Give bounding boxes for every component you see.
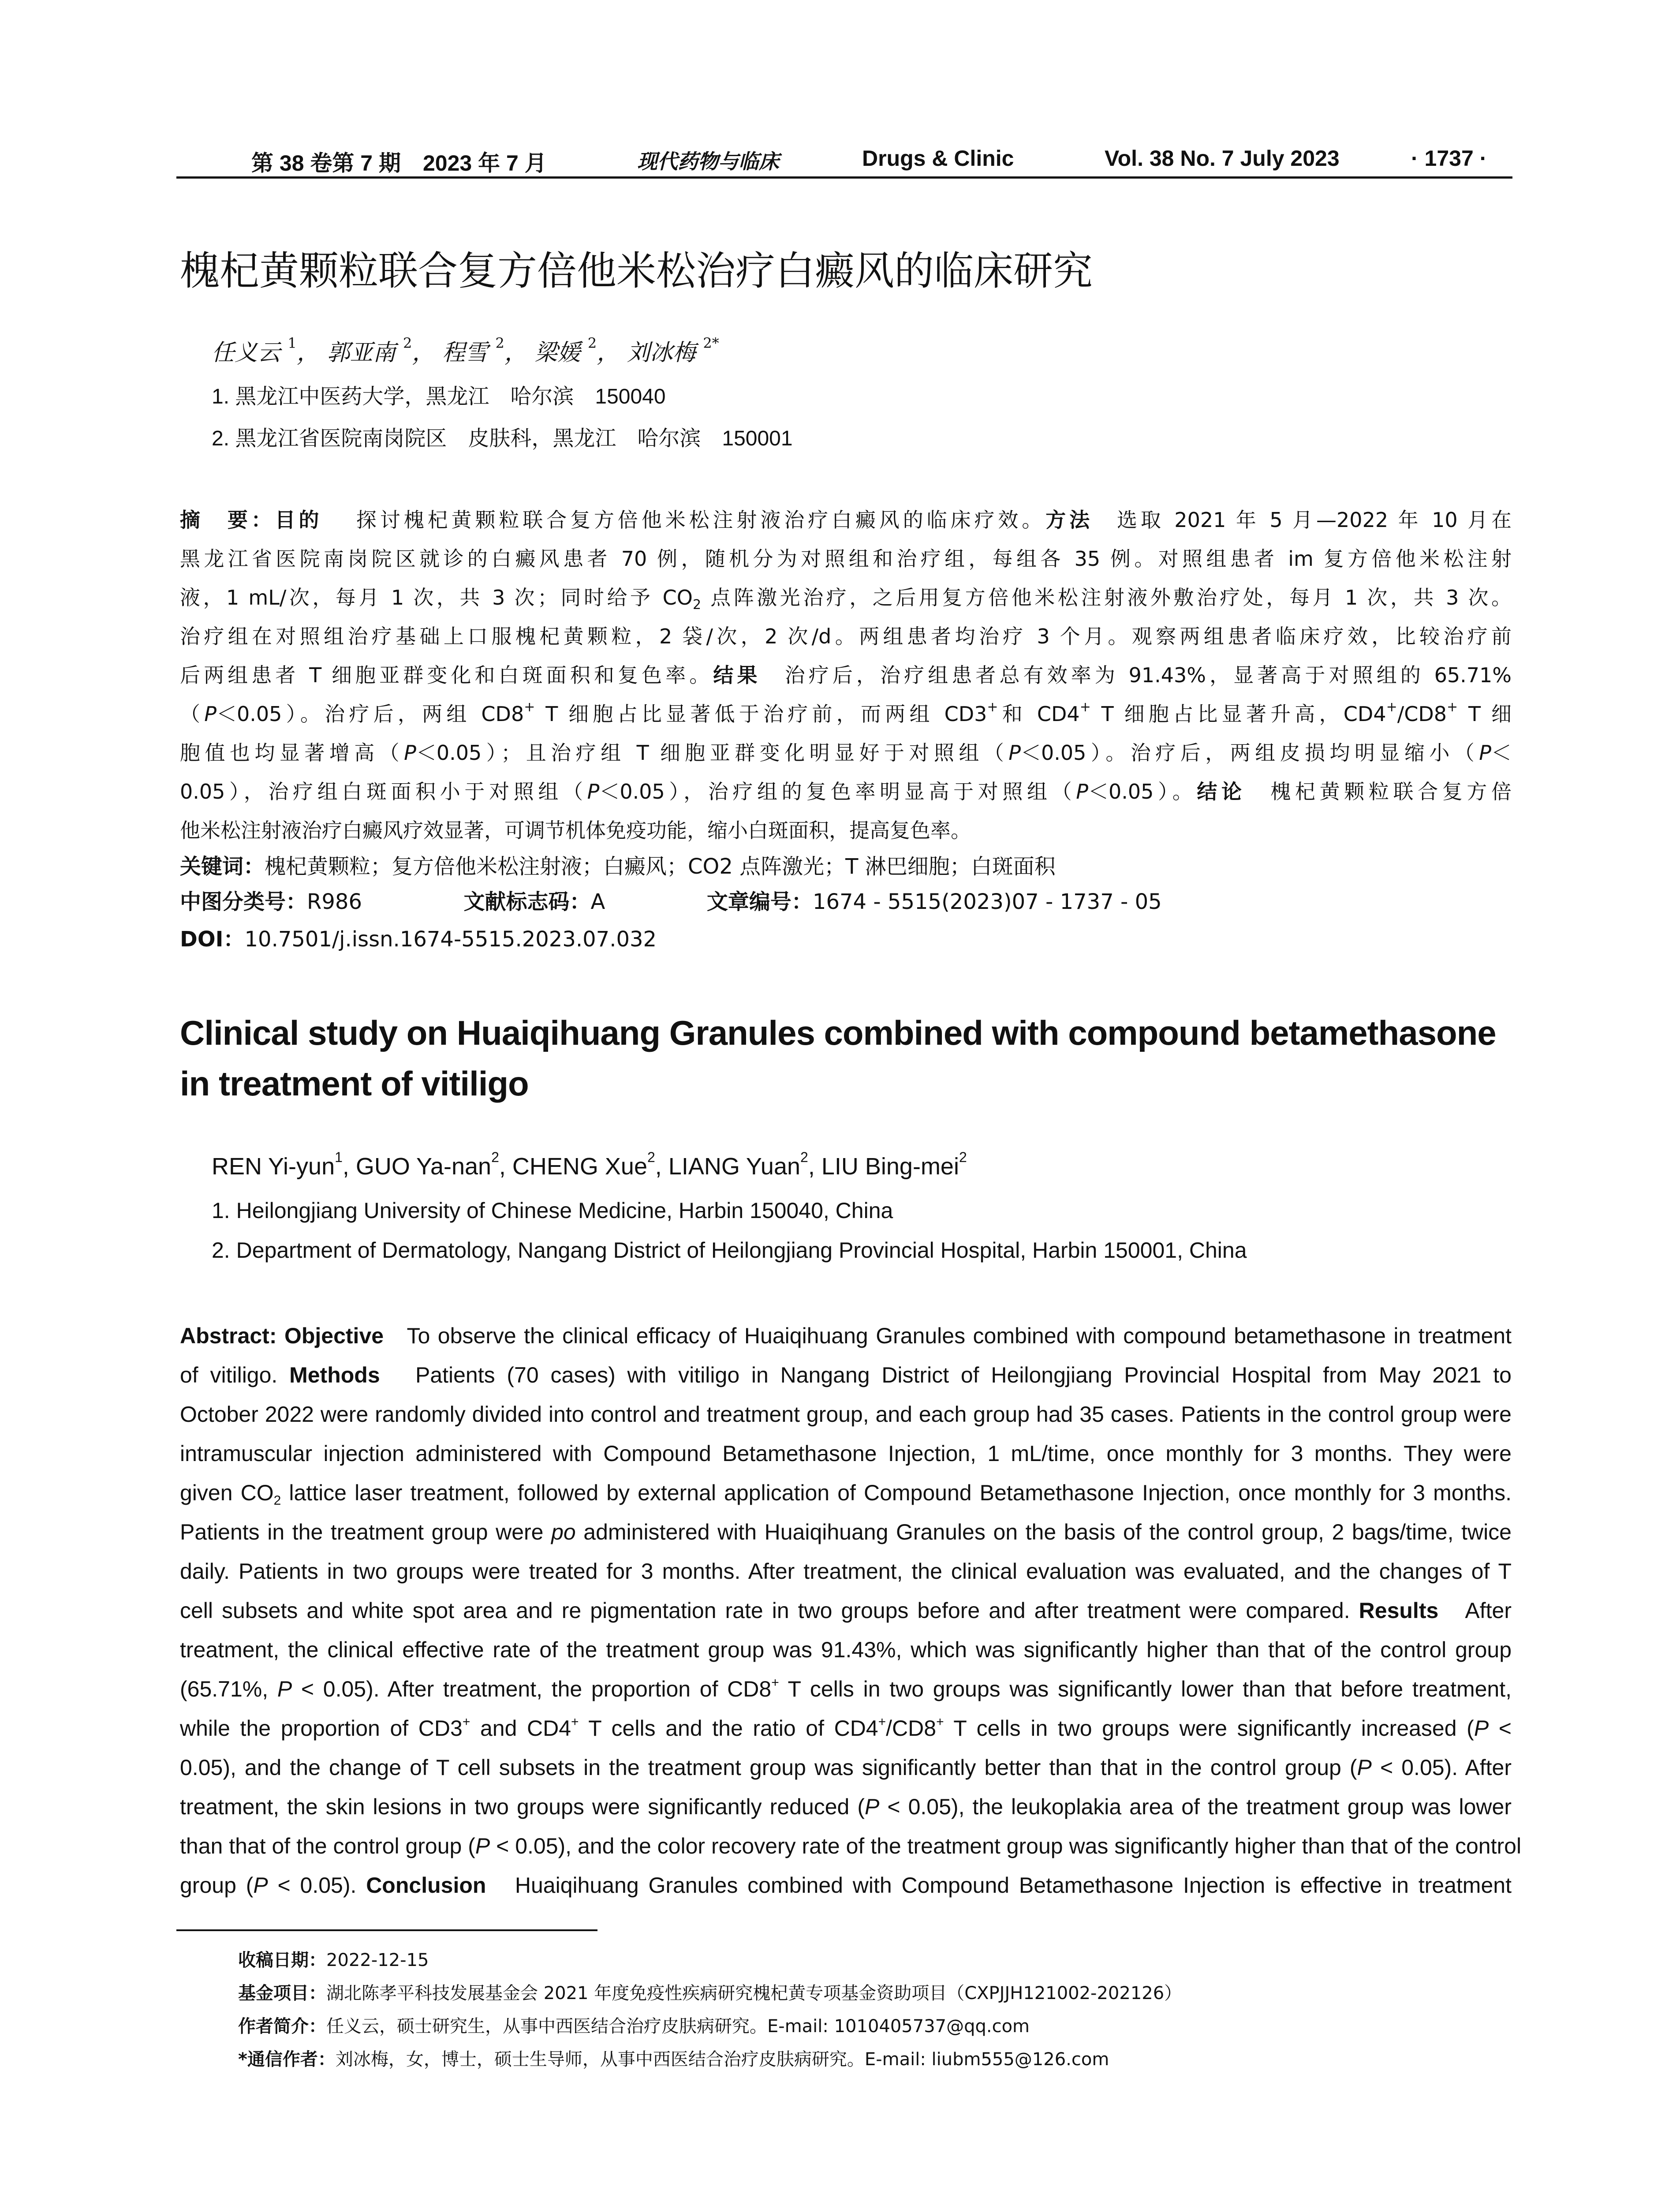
abstract-en: Abstract: Objective To observe the clinical efficacy of Huaiqihuang Granules combined with compound betamethasone in treatment of vitiligo. Methods Patients (70 cases) with vitiligo in Nangang District of Heilongjiang Provincial Hospital from May 2021 to October 2022 were randomly divided into control and treatment group, and each group had 35 cases. Patients in the control group were intramuscular injection administered with Compound Betamethasone Injection, 1 mL/time, once monthly for 3 months. They were given $CO_2$ lattice laser treatment, followed by external application of Compound Betamethasone Injection, once monthly for 3 months. Patients in the treatment group were po administered with Huaiqihuang Granules on the basis of the control group, 2 bags/time, twice daily. Patients in two groups were treated for 3 months. After treatment, the clinical evaluation was evaluated, and the changes of T cell subsets and white spot area and re pigmentation rate in two groups before and after treatment were compared. Results After treatment, the clinical effective rate of the treatment group was 91.43%, which was significantly higher than that of the control group (65.71%, P < 0.05). After treatment, the proportion of CD8+ T cells in two groups was significantly lower than that before treatment, while the proportion of CD3+ and CD4+ T cells and the ratio of CD4+/CD8+ T cells in two groups were significantly increased (P < 0.05), and the change of T cell subsets in the treatment group was significantly better than that in the control group (P < 0.05). After treatment, the skin lesions in two groups were significantly reduced (P < 0.05), the leukoplakia area of the treatment group was lower than that of the control group (P < 0.05), and the color recovery rate of the treatment group was significantly higher than that of the control group (P < 0.05). Conclusion Huaiqihuang Granules combined with Compound Betamethasone Injection is effective in treatment — [180, 1323, 1522, 1898]
running-header — [176, 137, 1512, 176]
authors-cn: 任义云 $^1$， 郭亚南 $^2$， 程雪 $^2$， 梁媛 $^2$， 刘冰梅 $^{2*}$ — [212, 335, 719, 366]
header-issue-en: Vol. 38 No. 7 July 2023 — [1105, 146, 1340, 171]
header-journal-en: Drugs & Clinic — [862, 146, 1014, 171]
authors-en: REN Yi-yun$^1$, GUO Ya-nan$^2$, CHENG Xue$^2$, LIANG Yuan$^2$, LIU Bing-mei$^2$ — [212, 1149, 967, 1180]
affiliation-cn-1: 1. 黑龙江中医药大学，黑龙江 哈尔滨 150040 — [212, 385, 666, 408]
affiliation-cn-2: 2. 黑龙江省医院南岗院区 皮肤科，黑龙江 哈尔滨 150001 — [212, 427, 793, 450]
title-cn: 槐杞黄颗粒联合复方倍他米松治疗白癜风的临床研究 — [180, 248, 1093, 294]
affiliation-en-2: 2. Department of Dermatology, Nangang District of Heilongjiang Provincial Hospital, Harbin 150001, China — [212, 1238, 1247, 1263]
footnote-rule — [176, 1929, 597, 1931]
keywords-cn: 关键词：槐杞黄颗粒；复方倍他米松注射液；白癜风；CO2 点阵激光；T 淋巴细胞；白斑面积 — [180, 854, 1056, 879]
affiliation-en-1: 1. Heilongjiang University of Chinese Medicine, Harbin 150040, China — [212, 1198, 893, 1223]
header-journal-cn: 现代药物与临床 — [637, 149, 779, 173]
author-cn: 任义云 — [212, 340, 281, 366]
author-cn: 郭亚南 — [327, 340, 396, 366]
author-cn: 刘冰梅 — [627, 340, 696, 366]
header-issue-cn: 第 38 卷第 7 期 2023 年 7 月 — [251, 151, 547, 176]
header-rule — [176, 176, 1512, 179]
author-en: LIU Bing-mei — [821, 1153, 959, 1180]
doi-line: DOI：10.7501/j.issn.1674-5515.2023.07.032 — [180, 927, 657, 952]
footnote-author: 作者简介：任义云，硕士研究生，从事中西医结合治疗皮肤病研究。E-mail: 1010405737@qq.com — [238, 2016, 1030, 2037]
header-page-number: · 1737 · — [1411, 146, 1487, 171]
author-en: LIANG Yuan — [668, 1153, 801, 1180]
author-cn: 程雪 — [442, 340, 488, 366]
author-en: CHENG Xue — [512, 1153, 647, 1180]
footnote-received: 收稿日期：2022-12-15 — [238, 1950, 429, 1970]
footnote-corresponding: *通信作者：刘冰梅，女，博士，硕士生导师，从事中西医结合治疗皮肤病研究。E-mail: liubm555@126.com — [238, 2049, 1109, 2070]
author-en: REN Yi-yun — [212, 1153, 335, 1180]
author-en: GUO Ya-nan — [355, 1153, 492, 1180]
author-cn: 梁媛 — [534, 340, 581, 366]
abstract-cn: 摘 要：目的 探讨槐杞黄颗粒联合复方倍他米松注射液治疗白癜风的临床疗效。方法 选取 2021 年 5 月—2022 年 10 月在 黑龙江省医院南岗院区就诊的白癜风患者 70 例，随机分为对照组和治疗组，每组各 35 例。对照组患者 im 复方倍他米松注射 液，1 mL/次，每月 1 次，共 3 次；同时给予 $CO_2$ 点阵激光治疗，之后用复方倍他米松注射液外敷治疗处，每月 1 次，共 3 次。 治疗组在对照组治疗基础上口服槐杞黄颗粒，2 袋/次，2 次/d。两组患者均治疗 3 个月。观察两组患者临床疗效，比较治疗前 后两组患者 T 细胞亚群变化和白斑面积和复色率。结果 治疗后，治疗组患者总有效率为 91.43%，显著高于对照组的 65.71% （P＜0.05）。治疗后，两组 CD8+ T 细胞占比显著低于治疗前，而两组 CD3+和 CD4+ T 细胞占比显著升高，CD4+/CD8+ T 细 胞值也均显著增高（P＜0.05）；且治疗组 T 细胞亚群变化明显好于对照组（P＜0.05）。治疗后，两组皮损均明显缩小（P＜ 0.05），治疗组白斑面积小于对照组（P＜0.05），治疗组的复色率明显高于对照组（P＜0.05）。结论 槐杞黄颗粒联合复方倍 他米松注射液治疗白癜风疗效显著，可调节机体免疫功能，缩小白斑面积，提高复色率。 — [180, 508, 1512, 842]
footnote-fund: 基金项目：湖北陈孝平科技发展基金会 2021 年度免疫性疾病研究槐杞黄专项基金资助项目（CXPJJH121002-202126） — [238, 1983, 1182, 2003]
classification-line: 中图分类号：R986 文献标志码：A 文章编号：1674 - 5515(2023)07 - 1737 - 05 — [180, 889, 1162, 914]
title-en: Clinical study on Huaiqihuang Granules combined with compound betamethasone in treatment of vitiligo — [180, 1013, 1496, 1103]
